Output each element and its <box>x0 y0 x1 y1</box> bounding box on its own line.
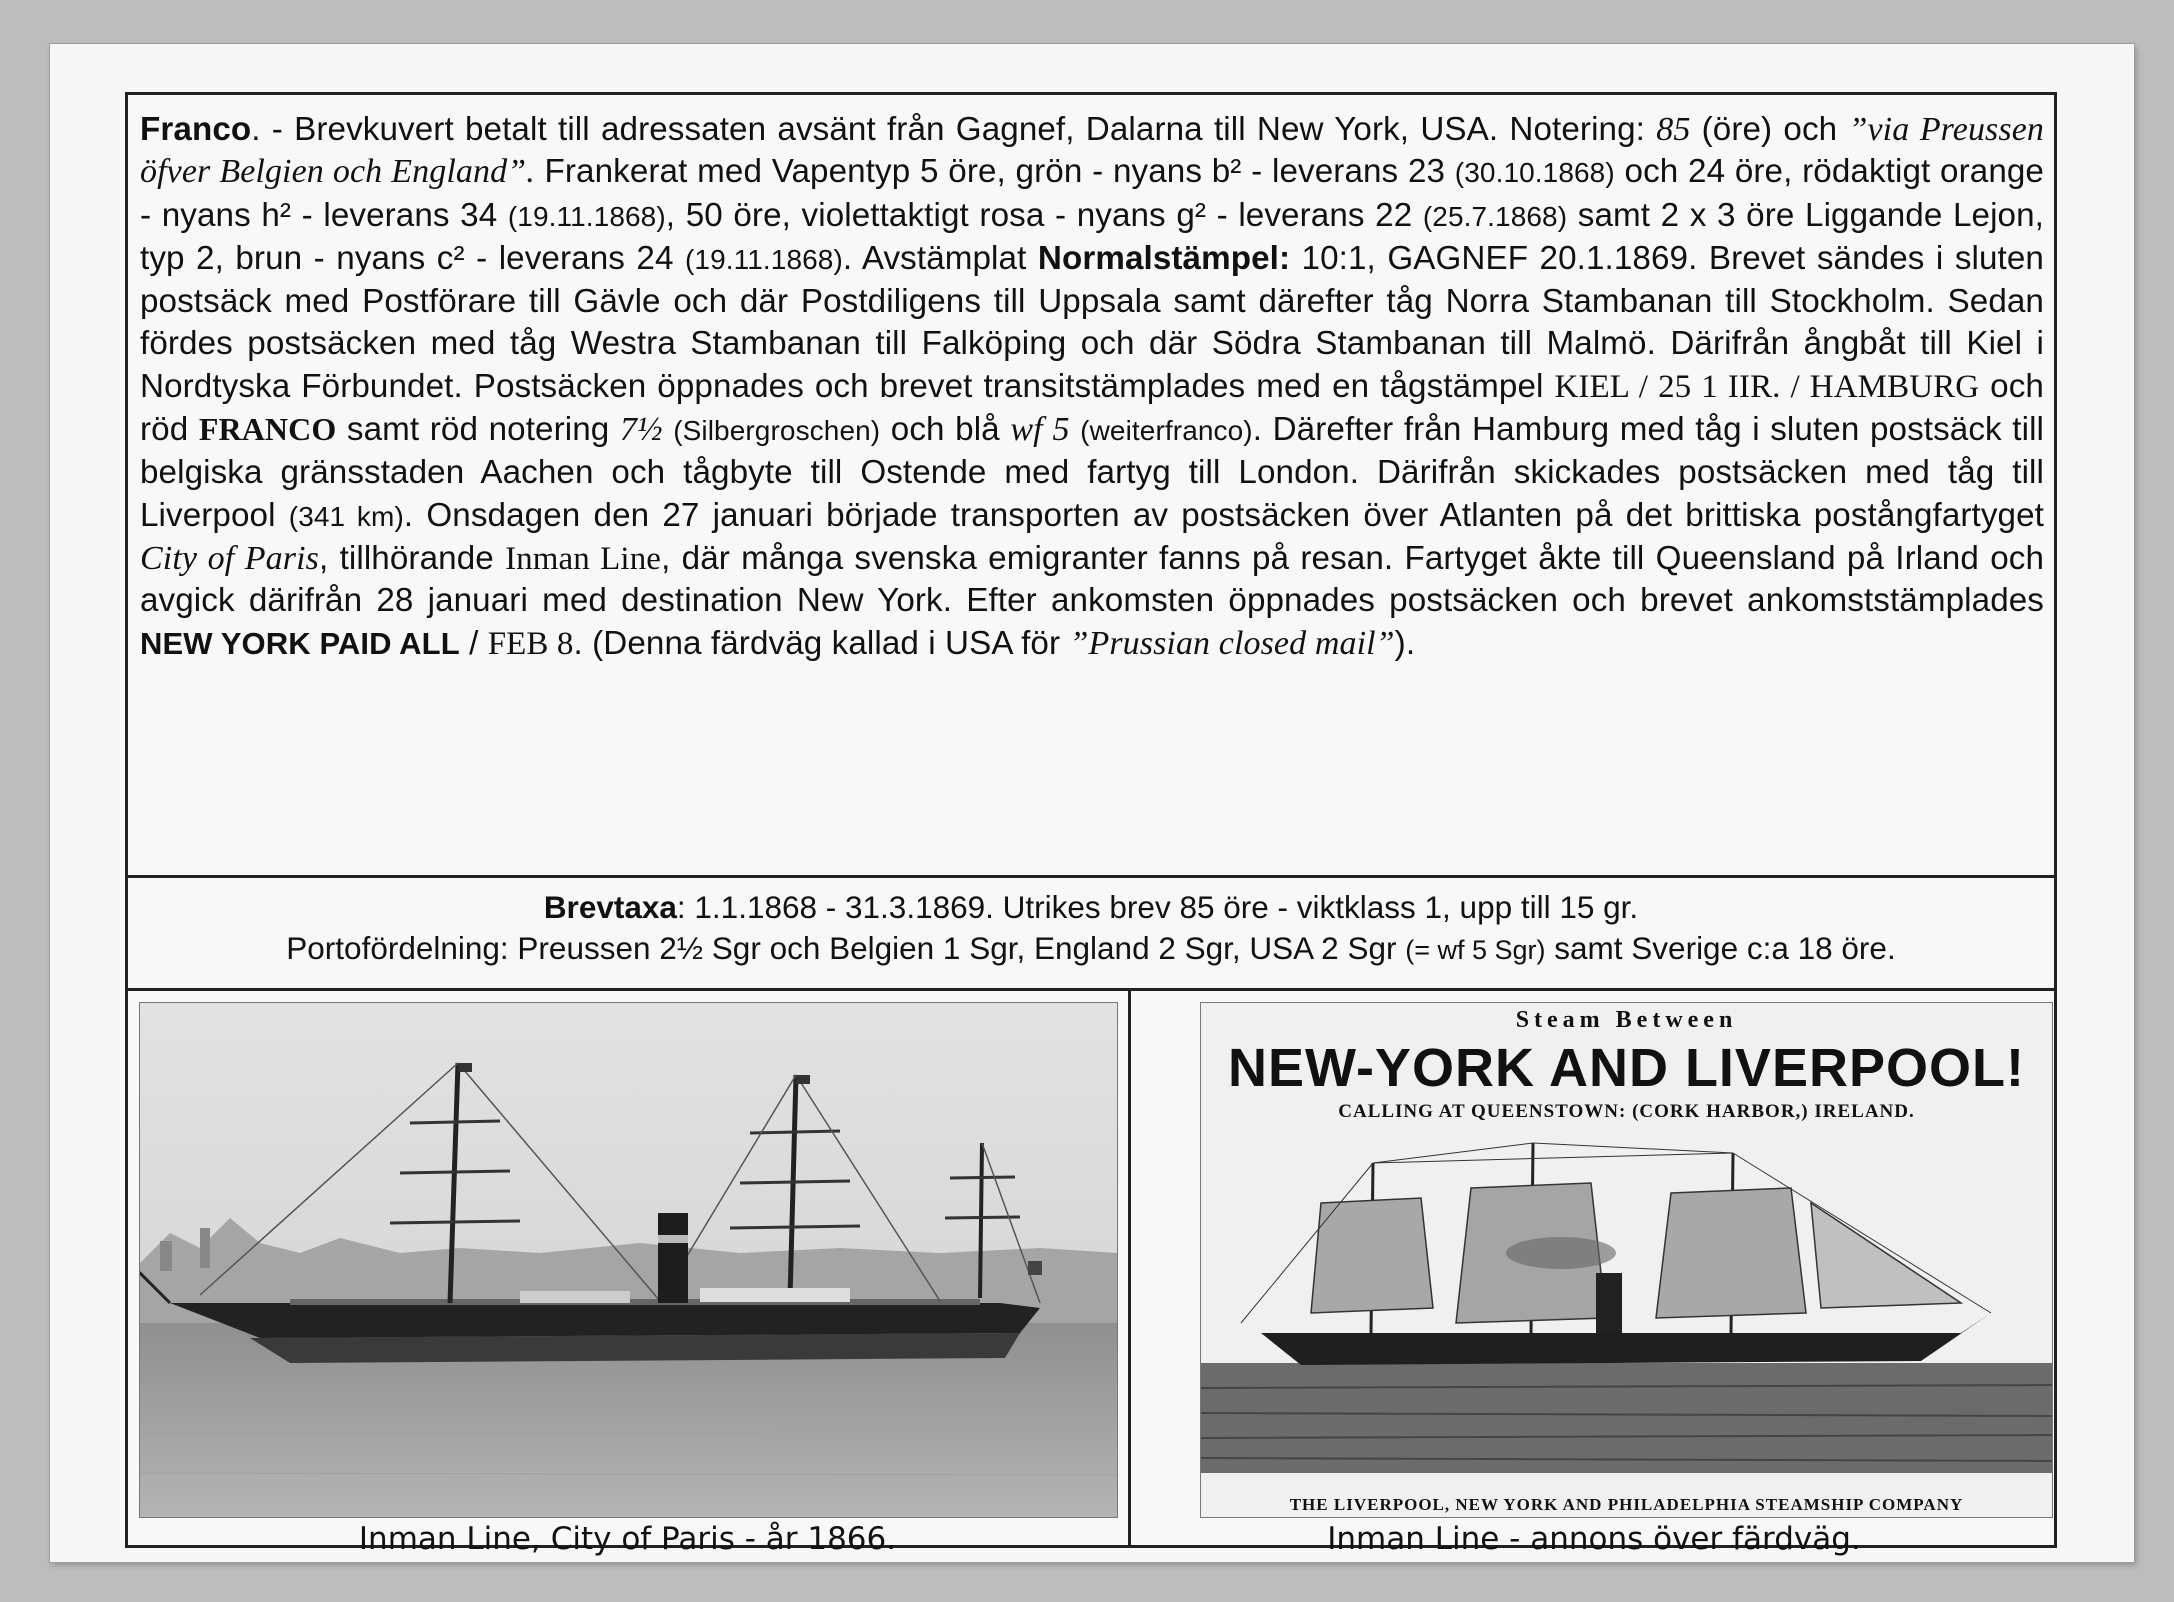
line-name: Inman Line <box>505 540 662 577</box>
left-photo-caption: Inman Line, City of Paris - år 1866. <box>358 1521 897 1557</box>
text-segment: . Onsdagen den 27 januari började transporten av postsäcken över Atlanten på det brittiska postångfartyget <box>403 496 2044 534</box>
text-segment: . - Brevkuvert betalt till adressaten avsänt från Gagnef, Dalarna till New York, USA. Notering: <box>251 111 1657 148</box>
advertisement <box>1200 1002 2053 1518</box>
tax-line-2: Portofördelning: Preussen 2½ Sgr och Belgien 1 Sgr, England 2 Sgr, USA 2 Sgr <box>286 930 1406 966</box>
franco-heading: Franco <box>140 111 252 148</box>
weiterfranco-note: (weiterfranco) <box>1080 415 1253 447</box>
ship-photo <box>139 1002 1118 1518</box>
album-sheet <box>50 44 2134 1562</box>
text-segment: . (Denna färdväg kallad i USA för <box>573 624 1070 662</box>
ny-paid-postmark: NEW YORK PAID ALL <box>140 625 460 661</box>
seven-half-notation: 7½ <box>619 411 663 449</box>
ad-line-1: Steam Between <box>1515 1007 1738 1033</box>
tax-line-2-end: samt Sverige c:a 18 öre. <box>1545 930 1896 966</box>
notation-85: 85 <box>1656 111 1691 148</box>
distance-note: (341 km) <box>288 500 404 532</box>
description-text <box>140 109 2044 665</box>
wf-note: (= wf 5 Sgr) <box>1405 935 1546 965</box>
divider-vertical <box>1128 991 1131 1548</box>
text-segment: och röd <box>140 367 2044 449</box>
ad-line-3: CALLING AT QUEENSTOWN: (CORK HARBOR,) IRELAND. <box>1338 1101 1915 1122</box>
wf5-notation: wf 5 <box>1010 411 1070 449</box>
tax-section <box>128 887 2054 971</box>
text-segment: . Därefter från Hamburg med tåg i sluten postsäck till belgiska gränsstaden Aachen och tågbyte till Ostende med fartyg till London. Därifrån skickades postsäcken med tåg till Liverpool <box>140 411 2045 534</box>
text-segment: samt röd notering <box>336 411 620 449</box>
tax-line-1: : 1.1.1868 - 31.3.1869. Utrikes brev 85 öre - viktklass 1, upp till 15 gr. <box>676 889 1639 925</box>
date-note: (30.10.1868) <box>1454 157 1615 189</box>
ship-photo-graphic <box>140 1003 1117 1517</box>
text-segment: , tillhörande <box>318 539 506 577</box>
text-segment: , där många svenska emigranter fanns på resan. Fartyget åkte till Queensland på Irland och avgick därifrån 28 januari med destination New York. Efter ankomsten öppnades postsäcken och brevet ankomststämplades <box>140 539 2044 620</box>
brevtaxa-label: Brevtaxa <box>543 889 677 925</box>
text-segment: och blå <box>880 411 1011 449</box>
ship-name: City of Paris <box>140 539 319 577</box>
prussian-mail-note: ”Prussian closed mail” <box>1069 624 1395 662</box>
date-note: (25.7.1868) <box>1422 200 1568 232</box>
text-segment: och 24 öre, rödaktigt orange - nyans h² - leverans 34 <box>140 153 2044 234</box>
normalstampel-label: Normalstämpel: <box>1037 239 1291 277</box>
silbergroschen-note: (Silbergroschen) <box>673 415 881 447</box>
route-notation: ”via Preussen öfver Belgien och England”. <box>140 111 2044 191</box>
franco-stamp: FRANCO <box>198 411 337 448</box>
kiel-postmark: KIEL / 25 1 IIR. / HAMBURG <box>1554 368 1980 405</box>
text-segment: , 50 öre, violettaktigt rosa - nyans g² - leverans 22 <box>665 196 1423 234</box>
text-segment: Frankerat med Vapentyp 5 öre, grön - nyans b² - leverans 23 <box>534 153 1455 191</box>
text-segment: / <box>459 624 488 662</box>
right-photo-caption: Inman Line - annons över färdväg. <box>1327 1521 1861 1557</box>
text-segment: . Avstämplat <box>842 239 1038 277</box>
divider-bottom <box>128 988 2054 991</box>
ad-company-line: THE LIVERPOOL, NEW YORK AND PHILADELPHIA STEAMSHIP COMPANY <box>1289 1495 1964 1514</box>
feb-date: FEB 8 <box>487 625 574 662</box>
ad-ship-engraving <box>1201 1133 2052 1473</box>
text-segment: samt 2 x 3 öre Liggande Lejon, typ 2, brun - nyans c² - leverans 24 <box>140 196 2044 277</box>
text-segment: 10:1, GAGNEF 20.1.1869. Brevet sändes i sluten postsäck med Postförare till Gävle och där Postdiligens till Uppsala samt därefter tåg Norra Stambanan till Stockholm. Sedan fördes postsäcken med tåg Westra Stambanan till Falköping och där Södra Stambanan till Malmö. Därifrån ångbåt till Kiel i Nordtyska Förbundet. Postsäcken öppnades och brevet transitstämplades med en tågstämpel <box>140 239 2044 405</box>
text-segment: ). <box>1394 624 1416 662</box>
divider-top <box>128 875 2054 878</box>
date-note: (19.11.1868) <box>507 200 666 232</box>
exhibit-panel <box>125 92 2057 1557</box>
text-segment: (öre) och <box>1690 111 1849 148</box>
date-note: (19.11.1868) <box>684 243 843 275</box>
ad-headline: NEW-YORK AND LIVERPOOL! <box>1228 1038 2025 1098</box>
